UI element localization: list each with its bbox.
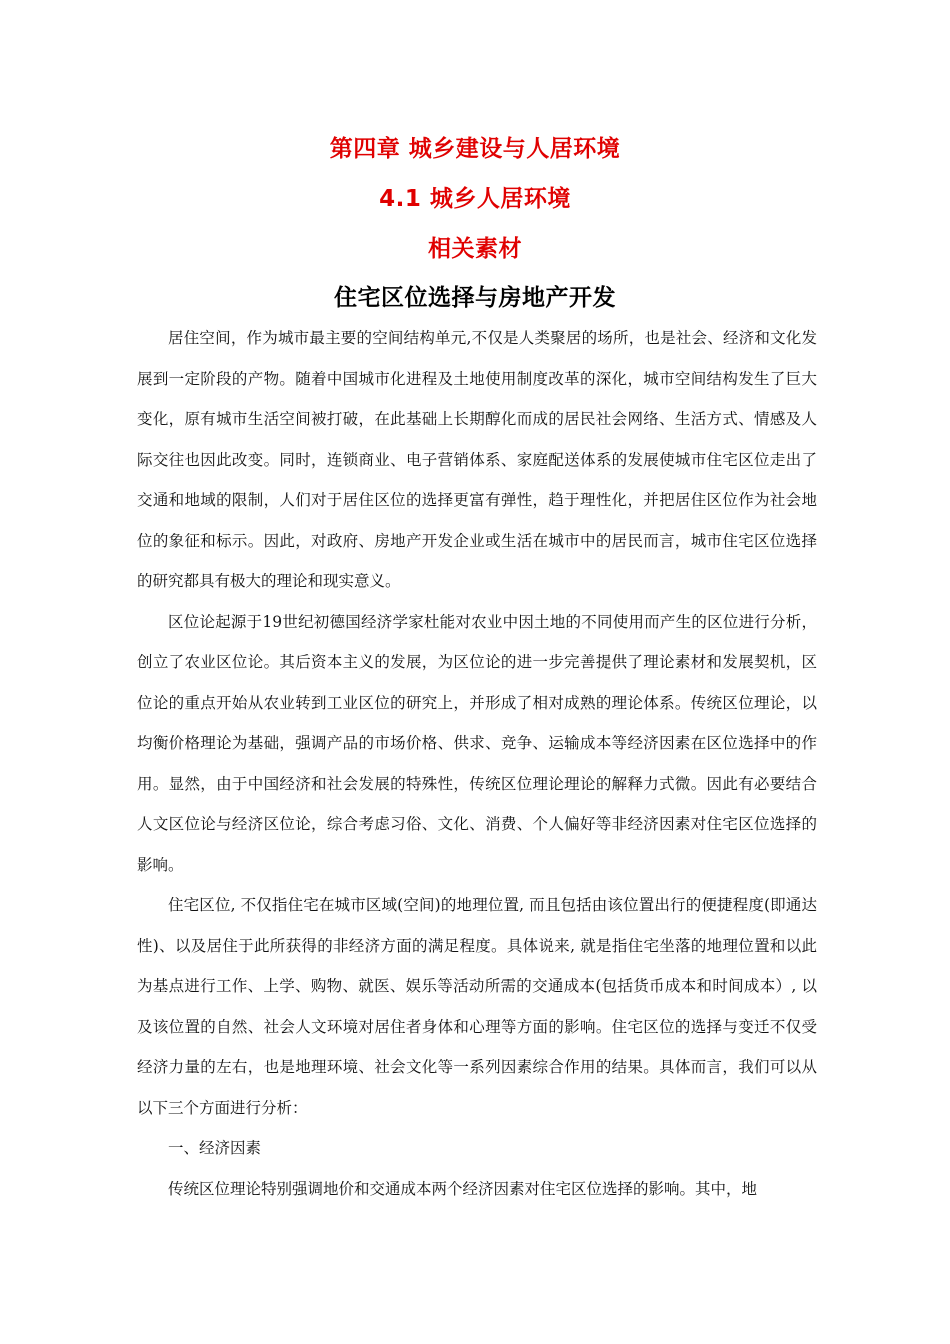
paragraph-2: 区位论起源于19世纪初德国经济学家杜能对农业中因土地的不同使用而产生的区位进行分析，创立了农业区位论。其后资本主义的发展，为区位论的进一步完善提供了理论素材和发展契机，区位论的重点开始从农业转到工业区位的研究上，并形成了相对成熟的理论体系。传统区位理论，以均衡价格理论为基础，强调产品的市场价格、供求、竞争、运输成本等经济因素在区位选择中的作用。显然，由于中国经济和社会发展的特殊性，传统区位理论理论的解释力式微。因此有必要结合人文区位论与经济区位论，综合考虑习俗、文化、消费、个人偏好等非经济因素对住宅区位选择的影响。	[137, 612, 817, 874]
article-title: 住宅区位选择与房地产开发	[334, 285, 616, 311]
chapter-title-block	[0, 134, 950, 164]
chapter-title: 第四章 城乡建设与人居环境	[329, 136, 621, 162]
paragraph-1: 居住空间，作为城市最主要的空间结构单元,不仅是人类聚居的场所，也是社会、经济和文化发展到一定阶段的产物。随着中国城市化进程及土地使用制度改革的深化，城市空间结构发生了巨大变化，原有城市生活空间被打破，在此基础上长期醇化而成的居民社会网络、生活方式、情感及人际交往也因此改变。同时，连锁商业、电子营销体系、家庭配送体系的发展使城市住宅区位走出了交通和地域的限制，人们对于居住区位的选择更富有弹性，趋于理性化，并把居住区位作为社会地位的象征和标示。因此，对政府、房地产开发企业或生活在城市中的居民而言，城市住宅区位选择的研究都具有极大的理论和现实意义。	[137, 329, 817, 590]
article-title-block	[0, 283, 950, 313]
subsection-heading: 一、经济因素	[168, 1139, 262, 1157]
paragraph-3: 住宅区位, 不仅指住宅在城市区域(空间)的地理位置, 而且包括由该位置出行的便捷程度(即通达性)、以及居住于此所获得的非经济方面的满足程度。具体说来, 就是指住宅坐落的地理位置和以此为基点进行工作、上学、购物、就医、娱乐等活动所需的交通成本(包括货币成本和时间成本）, 以及该位置的自然、社会人文环境对居住者身体和心理等方面的影响。住宅区位的选择与变迁不仅受经济力量的左右，也是地理环境、社会文化等一系列因素综合作用的结果。具体而言，我们可以从以下三个方面进行分析：	[137, 896, 817, 1117]
section-title: 4.1 城乡人居环境	[379, 186, 571, 212]
article-body	[137, 318, 817, 1209]
material-title: 相关素材	[428, 236, 522, 262]
material-title-block	[0, 234, 950, 264]
paragraph-4: 传统区位理论特别强调地价和交通成本两个经济因素对住宅区位选择的影响。其中，地	[168, 1179, 758, 1198]
section-title-block	[0, 184, 950, 214]
